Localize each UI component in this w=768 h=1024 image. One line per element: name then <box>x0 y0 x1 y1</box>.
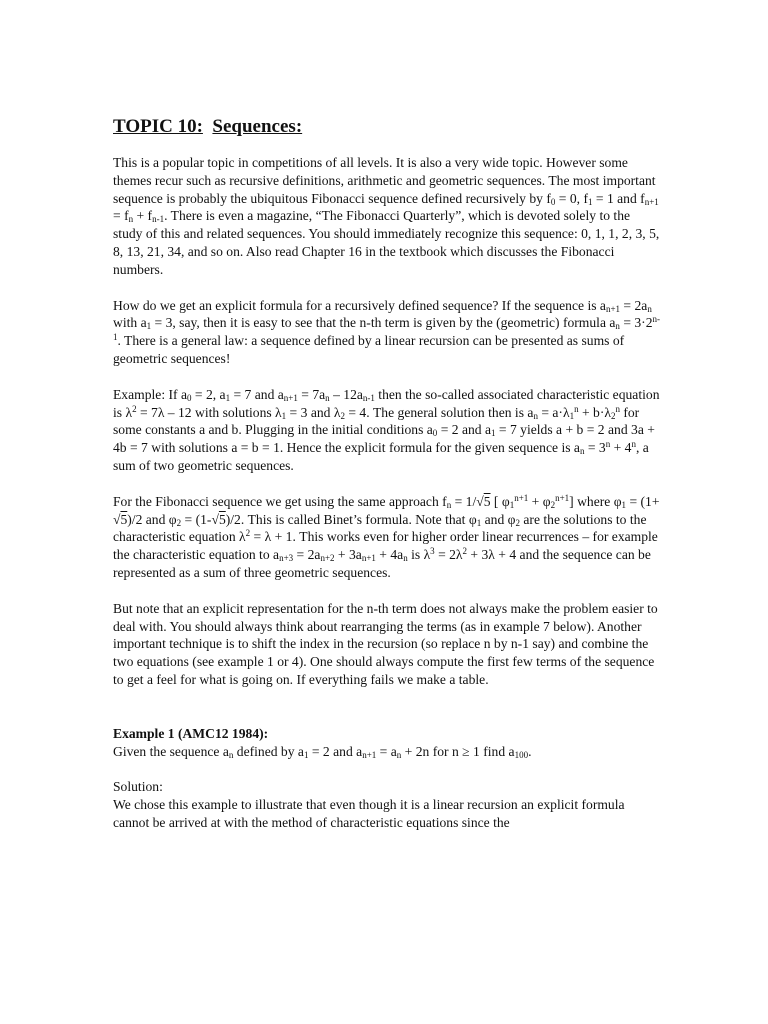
title-subject: Sequences: <box>212 116 303 137</box>
page-title <box>113 116 302 138</box>
paragraph-fibonacci-binet: For the Fibonacci sequence we get using the same approach $f_n = 1/√5$ [ $\varphi_1^{n+1} + \varphi_2^{n+1}$] where $\varphi_1 = (1+√5)/2$ and $\varphi_2 = (1-√5)/2$. This is called Binet’s formula. Note that $\varphi_1$ and $\varphi_2$ are the solutions to the characteristic equation $\lambda^2 = \lambda + 1$. This works even for higher order linear recurrences – for example the characteristic equation to $a_{n+3} = 2a_{n+2} + 3a_{n+1} + 4a_n$ is $\lambda^3 = 2\lambda^2 + 3\lambda + 4$ and the sequence can be represented as a sum of three geometric sequences. <box>113 492 660 580</box>
paragraph-example: Example: If $a_0 = 2$, $a_1 = 7$ and $a_{n+1} = 7a_n - 12a_{n-1}$ then the so-called associated characteristic equation is $\lambda^2 = 7\lambda - 12$ with solutions $\lambda_1 = 3$ and $\lambda_2 = 4$. The general solution then is $a_n = a\cdot\lambda_1^n + b\cdot\lambda_2^n$ for some constants a and b. Plugging in the initial conditions $a_0 = 2$ and $a_1 = 7$ yields a + b = 2 and 3a + 4b = 7 with solutions a = b = 1. Hence the explicit formula for the given sequence is $a_n = 3^n + 4^n$, a sum of two geometric sequences. <box>113 386 660 473</box>
title-topic: TOPIC 10: <box>113 116 203 137</box>
sqrt-symbol: √5 <box>476 493 491 509</box>
document-body <box>113 154 661 832</box>
paragraph-techniques: But note that an explicit representation for the n-th term does not always make the problem easier to deal with. You should always think about rearranging the terms (as in example 7 below). Another important technique is to shift the index in the recursion (so replace n by n-1 say) and combine the two equations (see example 1 or 4). One should always compute the first few terms of the sequence to get a feel for what is going on. If everything fails we make a table. <box>113 600 658 687</box>
sqrt-symbol: √5 <box>211 511 226 527</box>
example-1-statement: Given the sequence $a_n$ defined by $a_1 = 2$ and $a_{n+1} = a_n + 2n$ for n ≥ 1 find $a_{100}$. <box>113 743 532 760</box>
paragraph-intro: This is a popular topic in competitions of all levels. It is also a very wide topic. However some themes recur such as recursive definitions, arithmetic and geometric sequences. The most important sequence is probably the ubiquitous Fibonacci sequence defined recursively by $f_0 = 0$, $f_1 = 1$ and $f_{n+1} = f_n + f_{n-1}$. There is even a magazine, “The Fibonacci Quarterly”, which is devoted solely to the study of this and related sequences. You should immediately recognize this sequence: 0, 1, 1, 2, 3, 5, 8, 13, 21, 34, and so on. Also read Chapter 16 in the textbook which discusses the Fibonacci numbers. <box>113 155 660 277</box>
example-1-heading: Example 1 (AMC12 1984): <box>113 725 269 741</box>
paragraph-explicit-formula: How do we get an explicit formula for a recursively defined sequence? If the sequence is $a_{n+1} = 2a_n$ with $a_1 = 3$, say, then it is easy to see that the n-th term is given by the (geometric) formula $a_n = 3\cdot 2^{n-1}$. There is a general law: a sequence defined by a linear recursion can be presented as sums of geometric sequences! <box>113 297 661 366</box>
solution-label: Solution: <box>113 779 163 795</box>
solution-text: We chose this example to illustrate that even though it is a linear recursion an explicit formula cannot be arrived at with the method of characteristic equations since the <box>113 797 625 830</box>
sqrt-symbol: √5 <box>113 511 128 527</box>
